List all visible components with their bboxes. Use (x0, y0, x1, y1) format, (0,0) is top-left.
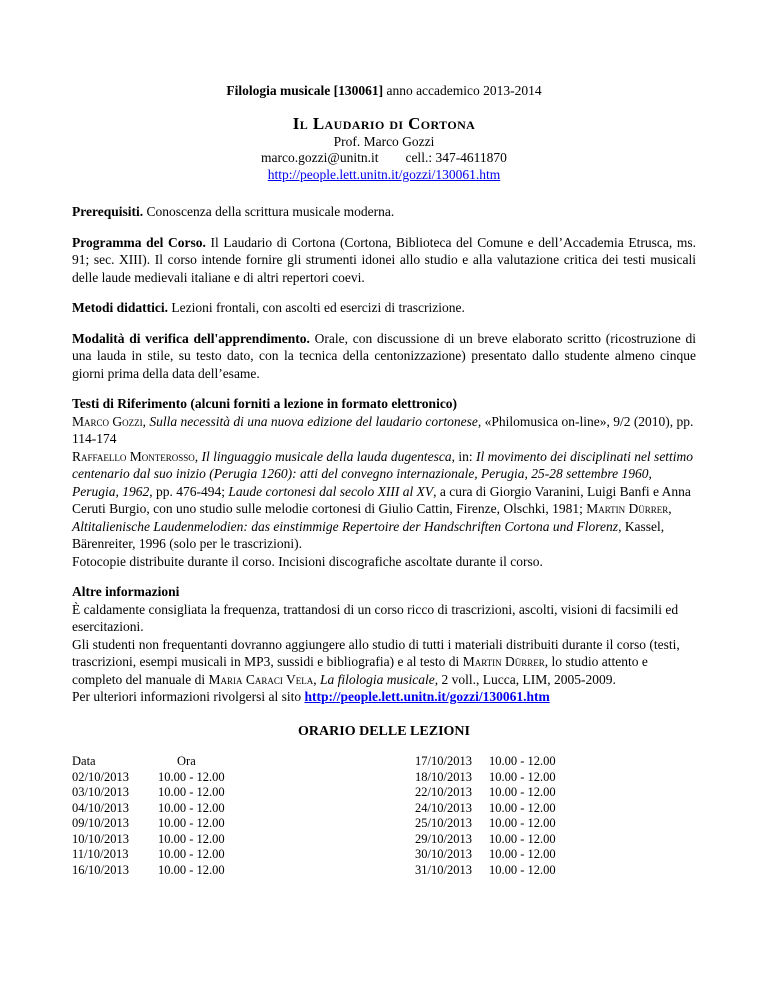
schedule-cell: 10.00 - 12.00 (489, 816, 556, 830)
text-segment: Altitalienische Laudenmelodien: das einstimmige Repertoire der Handschriften Cortona und Florenz (72, 518, 619, 534)
text-segment: Laude cortonesi dal secolo XIII al XV (228, 483, 434, 499)
schedule-cell: 31/10/2013 (415, 862, 472, 877)
schedule-cell: 10.00 - 12.00 (489, 847, 556, 861)
text-segment: Fotocopie distribuite durante il corso. Incisioni discografiche ascoltate durante il corso. (72, 553, 543, 569)
column-header-data: Data (72, 754, 96, 768)
course-code-bold: Filologia musicale [130061] (226, 83, 384, 98)
reference-item (72, 553, 696, 571)
text-segment: , lo studio attento e completo del manuale di (72, 654, 648, 687)
schedule-cell: 03/10/2013 (72, 785, 129, 799)
course-url-link[interactable]: http://people.lett.unitn.it/gozzi/130061.htm (267, 166, 501, 182)
schedule-cell: 24/10/2013 (415, 800, 472, 815)
schedule-cell: 25/10/2013 (415, 816, 472, 830)
text-segment: , (313, 671, 320, 687)
section-modalita (72, 330, 696, 383)
schedule-cell: 10.00 - 12.00 (489, 785, 556, 799)
schedule-cell: 18/10/2013 (415, 769, 472, 784)
schedule-cell: 10.00 - 12.00 (489, 800, 556, 815)
schedule-left-table (72, 754, 415, 878)
section-altre-informazioni (72, 583, 696, 706)
email-text: marco.gozzi@unitn.it (261, 150, 379, 165)
text-segment: , (194, 448, 202, 464)
document-title: Il Laudario di Cortona (292, 113, 476, 133)
altre-paragraph-1: È caldamente consigliata la frequenza, trattandosi di un corso ricco di trascrizioni, ascolti, visioni di facsimili ed esercitazioni. (72, 601, 679, 634)
text-segment: Marco Gozzi (72, 413, 143, 429)
text-segment: , a cura di Giorgio Varanini, Luigi Banfi e Anna Ceruti Burgio, con uno studio sulle melodie cortonesi di Giulio Cattin, Firenze, Olschki, 1981; (72, 483, 691, 516)
text-segment: Il movimento dei disciplinati nel settimo centenario dal suo inizio (Perugia 1260): atti del convegno internazionale, Perugia, 25-28 settembre 1960, Perugia, 1962 (72, 448, 694, 499)
testi-heading: Testi di Riferimento (alcuni forniti a lezione in formato elettronico) (72, 396, 458, 411)
lessons-schedule (72, 754, 696, 878)
schedule-cell: 10.00 - 12.00 (158, 816, 225, 830)
schedule-cell: 11/10/2013 (72, 847, 129, 861)
text-segment: Gli studenti non frequentanti dovranno aggiungere allo studio di tutti i materiali distribuiti durante il corso (testi, trascrizioni, esempi musicali in MP3, sussidi e bibliografia) e al testo di (72, 636, 680, 669)
section-prerequisiti (72, 203, 696, 221)
metodi-text: Lezioni frontali, con ascolti ed esercizi di trascrizione. (168, 300, 465, 315)
schedule-cell: 10.00 - 12.00 (489, 831, 556, 846)
schedule-right-table (415, 754, 696, 878)
text-segment: Martin Dürrer (462, 654, 545, 669)
reference-item (72, 413, 696, 448)
section-testi (72, 395, 696, 570)
schedule-cell: 16/10/2013 (72, 862, 129, 877)
schedule-cell: 10.00 - 12.00 (489, 754, 556, 768)
reference-item (72, 448, 696, 553)
schedule-cell: 10.00 - 12.00 (158, 862, 225, 877)
metodi-label: Metodi didattici. (72, 300, 168, 315)
modalita-label: Modalità di verifica dell'apprendimento. (72, 330, 310, 346)
text-segment: , pp. 476-494; (149, 483, 229, 499)
section-programma (72, 234, 696, 287)
document-header (72, 82, 696, 183)
course-code-line (72, 82, 696, 100)
text-segment: Raffaello Monterosso (72, 448, 195, 464)
schedule-cell: 22/10/2013 (415, 785, 472, 799)
professor-line: Prof. Marco Gozzi (333, 133, 435, 149)
text-segment: , Kassel, Bärenreiter, 1996 (solo per le trascrizioni). (72, 518, 665, 551)
schedule-cell: 17/10/2013 (415, 754, 472, 768)
course-url-line (72, 167, 696, 184)
column-header-ora: Ora (177, 754, 196, 768)
text-segment: «Philomusica on-line», 9/2 (2010), pp. 114-174 (72, 413, 694, 446)
info-url-link[interactable]: http://people.lett.unitn.it/gozzi/130061.htm (304, 689, 550, 704)
schedule-cell: 10.00 - 12.00 (158, 769, 225, 784)
text-segment: La filologia musicale (319, 671, 435, 687)
phone-text: cell.: 347-4611870 (405, 150, 507, 165)
schedule-cell: 09/10/2013 (72, 816, 129, 830)
programma-text: Il Laudario di Cortona (Cortona, Biblioteca del Comune e dell’Accademia Etrusca, ms. 91; sec. XIII). Il corso intende fornire gli strumenti idonei allo studio e alla valutazione critica dei testi musicali delle laude medievali italiane e di altri repertori coevi. (72, 234, 696, 285)
text-segment: , 2 voll., Lucca, LIM, 2005-2009. (434, 671, 616, 687)
text-segment: Sulla necessità di una nuova edizione del laudario cortonese, (149, 413, 482, 429)
orario-heading: ORARIO DELLE LEZIONI (298, 723, 470, 739)
schedule-cell: 10.00 - 12.00 (489, 769, 556, 784)
schedule-cell: 04/10/2013 (72, 800, 129, 815)
text-segment: , (668, 501, 672, 516)
schedule-cell: 10.00 - 12.00 (158, 847, 225, 861)
altre-paragraph-3-text: Per ulteriori informazioni rivolgersi al sito (72, 689, 305, 704)
text-segment: Maria Caraci Vela (208, 671, 314, 687)
section-metodi (72, 299, 696, 317)
schedule-cell: 10/10/2013 (72, 831, 129, 846)
altre-heading: Altre informazioni (72, 584, 180, 599)
schedule-cell: 10.00 - 12.00 (158, 831, 225, 846)
programma-label: Programma del Corso. (72, 234, 206, 250)
prerequisiti-text: Conoscenza della scrittura musicale moderna. (143, 204, 395, 219)
schedule-cell: 10.00 - 12.00 (158, 785, 225, 799)
altre-paragraph-2 (72, 636, 696, 689)
altre-paragraph-3 (72, 688, 696, 706)
schedule-cell: 02/10/2013 (72, 769, 129, 784)
schedule-cell: 29/10/2013 (415, 831, 472, 846)
text-segment: , (142, 413, 150, 429)
schedule-cell: 30/10/2013 (415, 847, 472, 861)
schedule-cell: 10.00 - 12.00 (489, 862, 556, 877)
text-segment: Martin Dürrer (586, 501, 669, 516)
contact-line (72, 150, 696, 167)
course-code-rest: anno accademico 2013-2014 (383, 83, 542, 98)
modalita-text: Orale, con discussione di un breve elaborato scritto (ricostruzione di una lauda in stile, su testo dato, con la tecnica della centonizzazione) presentato dallo studente almeno cinque giorni prima della data dell’esame. (72, 330, 696, 381)
text-segment: , in: (451, 448, 476, 464)
prerequisiti-label: Prerequisiti. (72, 204, 144, 219)
text-segment: Il linguaggio musicale della lauda dugentesca (201, 448, 452, 464)
schedule-cell: 10.00 - 12.00 (158, 800, 225, 815)
